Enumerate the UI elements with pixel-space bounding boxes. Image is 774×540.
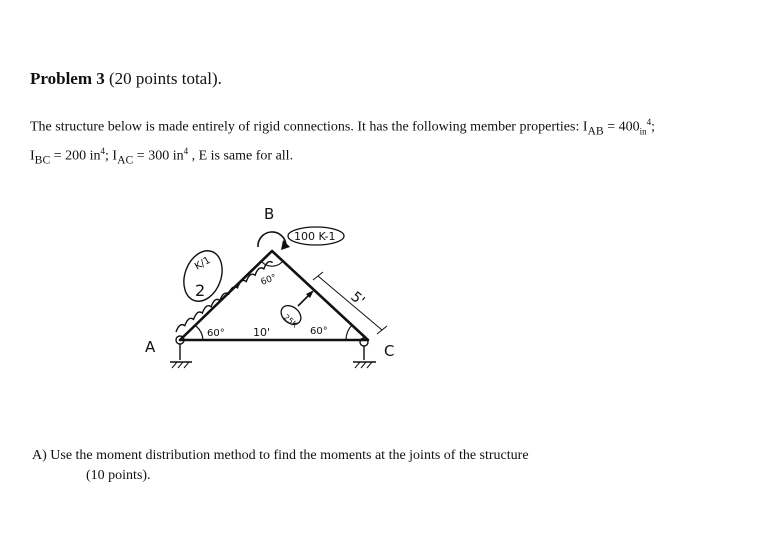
dist-load-unit: K/1 — [193, 254, 213, 273]
sup-4: 4 — [646, 117, 652, 127]
support-a-hatch — [172, 362, 189, 368]
joint-a-label: A — [145, 338, 156, 356]
question-a-points: (10 points). — [86, 468, 151, 483]
value-bc: = 200 in — [50, 149, 101, 165]
angle-a-label: 60° — [207, 328, 225, 339]
i-ac-symbol: ; I — [105, 149, 118, 165]
moment-arc — [258, 232, 286, 247]
subscript-ac: AC — [117, 153, 134, 167]
question-a — [32, 446, 529, 486]
length-bc-label: 5' — [347, 288, 368, 310]
angle-b-label: 60° — [259, 272, 279, 288]
unit-in: in — [639, 126, 647, 137]
length-ac-label: 10' — [253, 326, 271, 339]
problem-heading: Problem 3 — [30, 69, 105, 88]
sup-ac: 4 — [183, 146, 189, 157]
value-ac: = 300 in — [133, 149, 184, 165]
value-ab: = 400 — [603, 119, 640, 135]
problem-points: (20 points total). — [109, 69, 222, 88]
angle-arc-c — [346, 325, 352, 340]
i-bc-symbol: I — [30, 149, 35, 165]
angle-arc-a — [196, 326, 203, 340]
subscript-ab: AB — [587, 124, 604, 138]
semicolon: ; — [651, 119, 656, 135]
support-c-hatch — [355, 362, 372, 368]
e-same-text: , E is same for all. — [188, 149, 294, 165]
point-load-label: 25K — [281, 312, 300, 330]
angle-c-label: 60° — [310, 326, 328, 337]
sup-bc: 4 — [100, 146, 106, 157]
dist-load-value: 2 — [195, 281, 206, 300]
joint-b-label: B — [264, 205, 275, 223]
joint-c-label: C — [384, 342, 395, 360]
subscript-bc: BC — [34, 153, 51, 167]
intro-text-1: The structure below is made entirely of rigid connections. It has the following member properties: I — [30, 119, 588, 135]
question-a-text: A) Use the moment distribution method to find the moments at the joints of the structure — [32, 448, 529, 463]
moment-load-label: 100 K-1 — [294, 230, 336, 243]
